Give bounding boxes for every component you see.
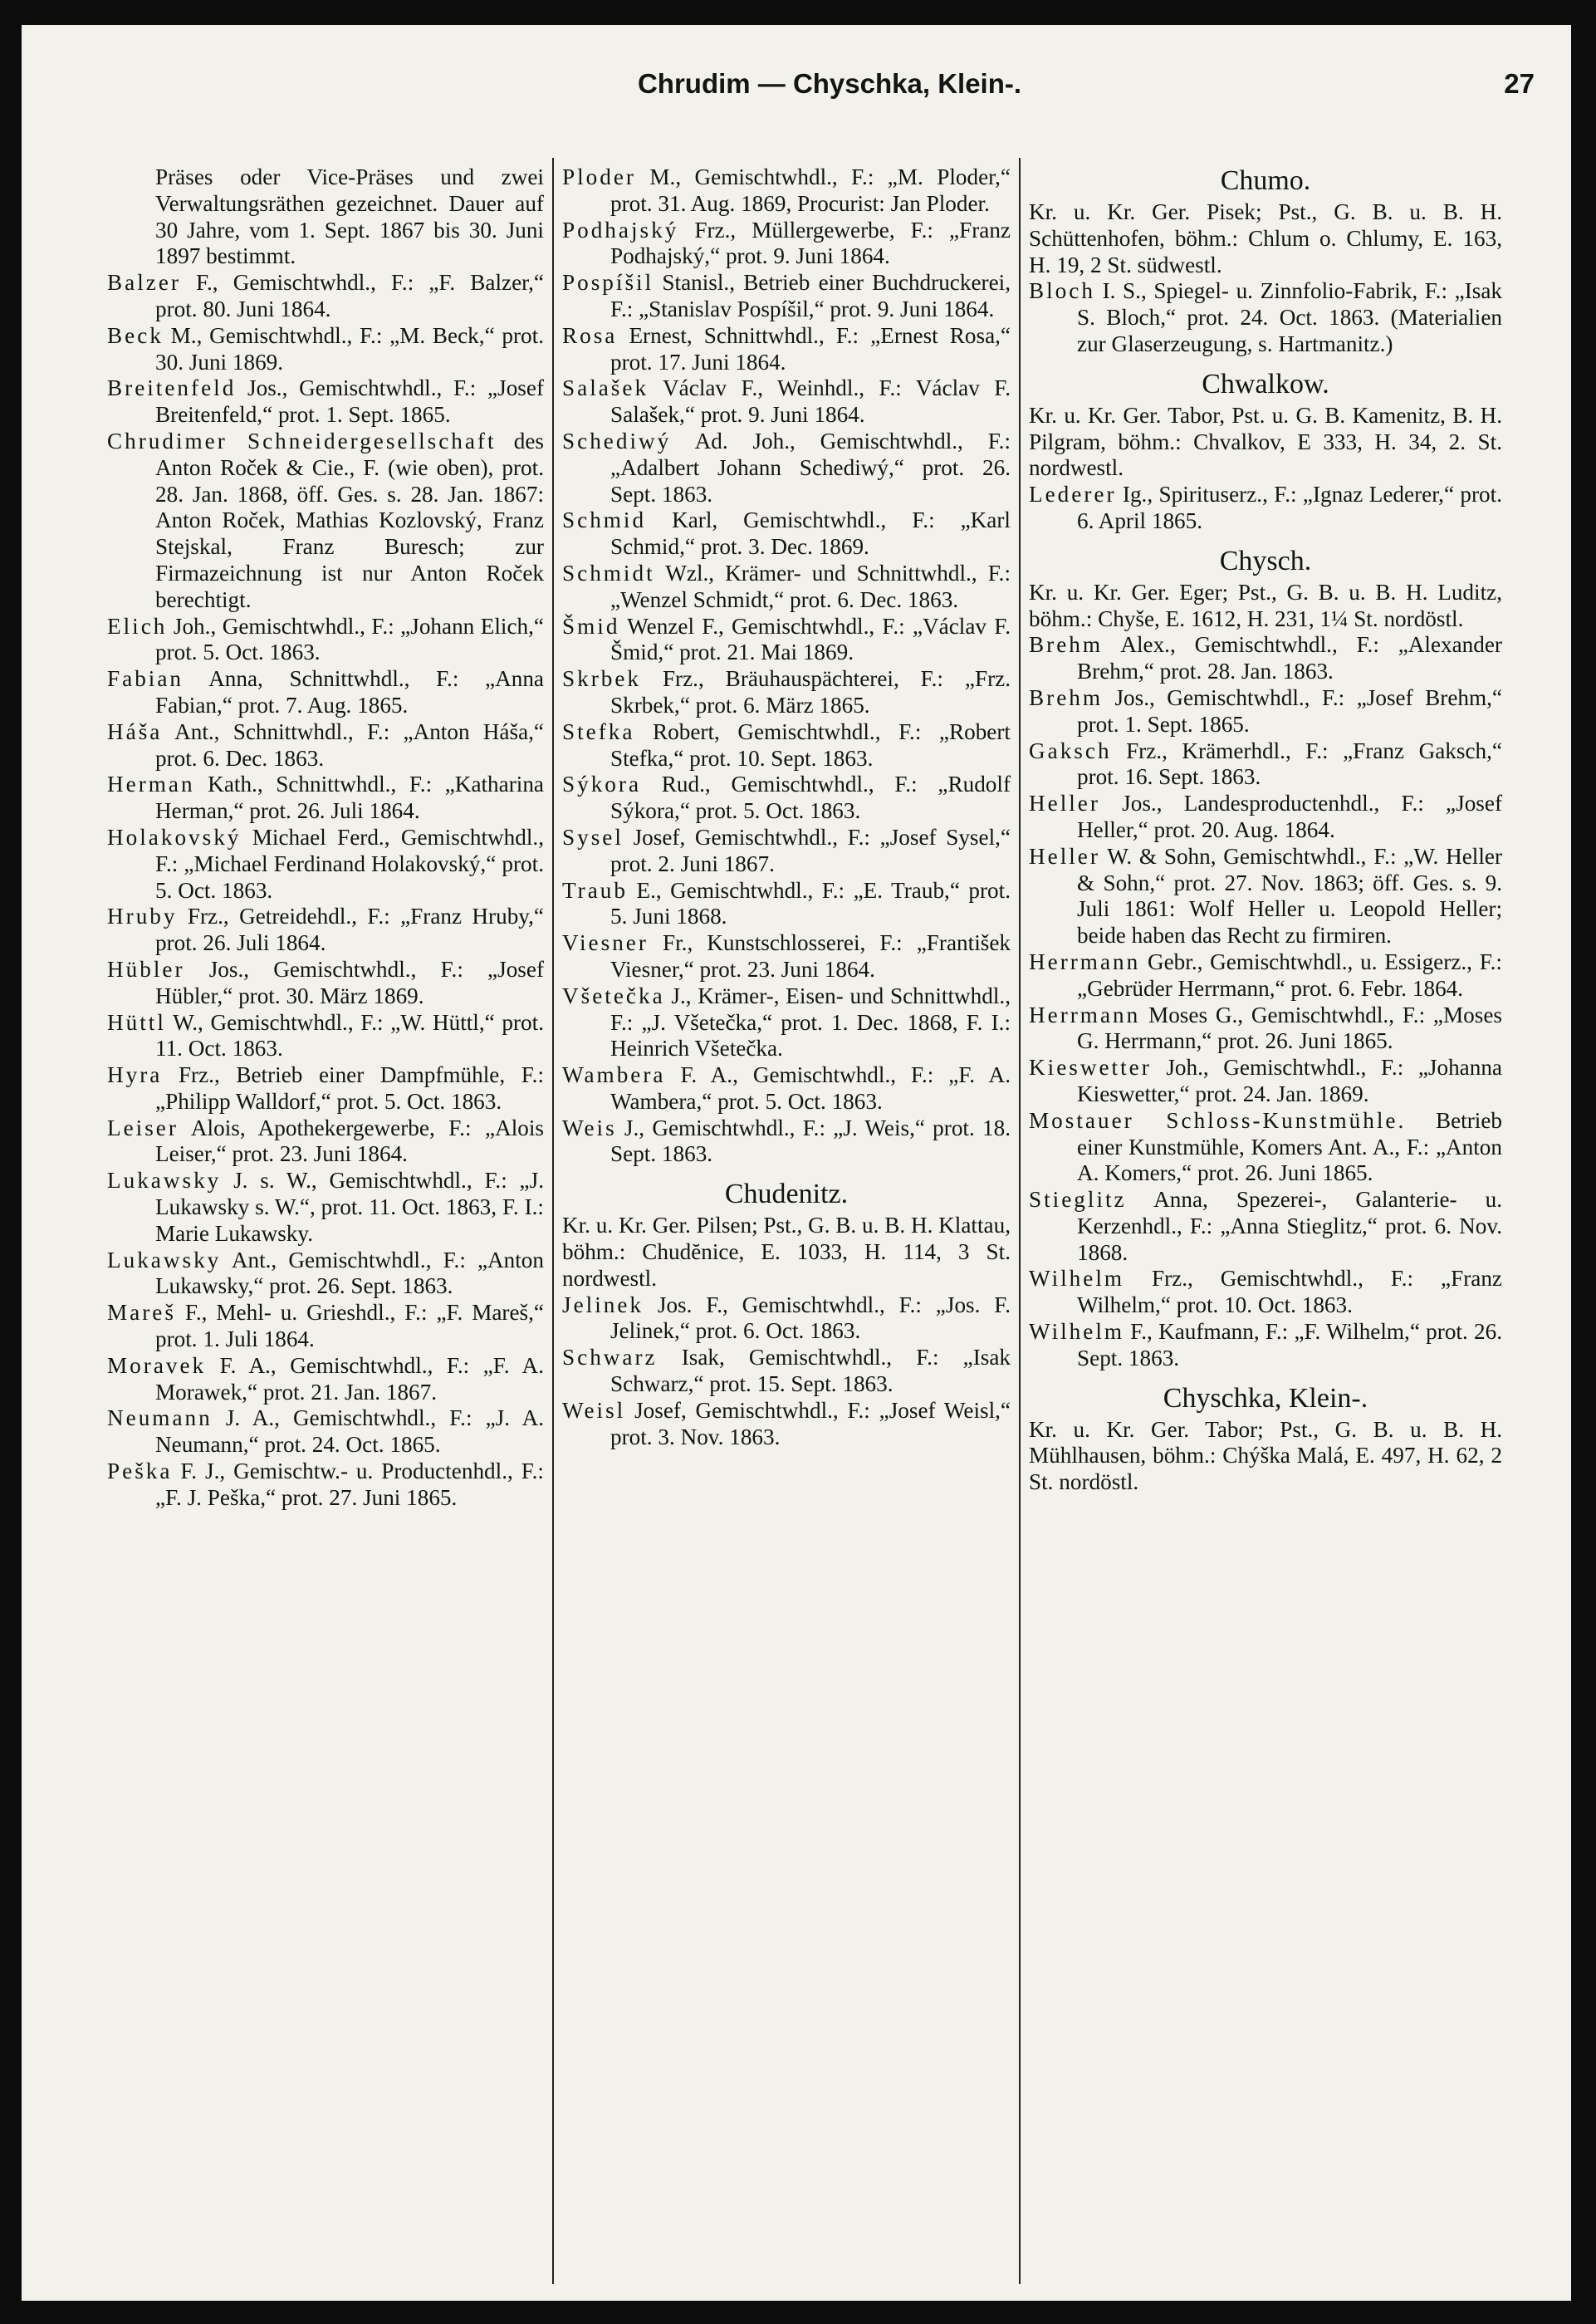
directory-entry [107, 957, 544, 1010]
entry-name: Neumann [107, 1405, 213, 1431]
entry-text: Frz., Krämerhdl., F.: „Franz Gaksch,“ prot. 16. Sept. 1863. [1077, 738, 1502, 790]
entry-text: Václav F., Weinhdl., F.: Václav F. Salašek,“ prot. 9. Juni 1864. [610, 375, 1011, 428]
entry-text: Robert, Gemischtwhdl., F.: „Robert Stefka,“ prot. 10. Sept. 1863. [610, 718, 1011, 771]
entry-name: Skrbek [562, 666, 642, 692]
entry-name: Schmid [562, 507, 647, 533]
entry-text: Wzl., Krämer- und Schnittwhdl., F.: „Wenzel Schmidt,“ prot. 6. Dec. 1863. [610, 560, 1011, 612]
entry-name: Hübler [107, 956, 185, 982]
entry-text: Fr., Kunstschlosserei, F.: „František Viesner,“ prot. 23. Juni 1864. [610, 930, 1011, 982]
directory-entry [562, 1292, 1011, 1346]
entry-name: Elich [107, 613, 168, 639]
entry-name: Heller [1029, 791, 1100, 816]
directory-entry [1029, 791, 1502, 844]
entry-text: Rud., Gemischtwhdl., F.: „Rudolf Sýkora,“ prot. 5. Oct. 1863. [610, 772, 1011, 824]
directory-entry [1029, 278, 1502, 357]
entry-text: Stanisl., Betrieb einer Buchdruckerei, F.: „Stanislav Pospíšil,“ prot. 9. Juni 1864. [610, 270, 1011, 321]
directory-entry [562, 375, 1011, 429]
entry-text: Frz., Bräuhauspächterei, F.: „Frz. Skrbek,“ prot. 6. März 1865. [610, 666, 1011, 718]
entry-name: Šmid [562, 613, 620, 639]
directory-entry [107, 1405, 544, 1459]
directory-entry [1029, 482, 1502, 535]
directory-entry [107, 666, 544, 719]
entry-text: Wenzel F., Gemischtwhdl., F.: „Václav F. Šmid,“ prot. 21. Mai 1869. [610, 613, 1011, 665]
entry-name: Heller [1029, 843, 1100, 869]
directory-entry [562, 719, 1011, 772]
entry-name: Všetečka [562, 983, 665, 1008]
entry-name: Jelinek [562, 1292, 644, 1317]
entry-name: Wilhelm [1029, 1319, 1125, 1345]
entry-text: Jos., Gemischtwhdl., F.: „Josef Breitenfeld,“ prot. 1. Sept. 1865. [155, 375, 544, 428]
column-left [107, 164, 544, 1512]
column-divider [1019, 158, 1021, 2284]
directory-entry [1029, 1187, 1502, 1266]
directory-entry [1029, 949, 1502, 1003]
directory-entry [1029, 1108, 1502, 1187]
entry-name: Mareš [107, 1300, 176, 1326]
column-middle [562, 164, 1011, 1450]
place-description: Kr. u. Kr. Ger. Eger; Pst., G. B. u. B. H. Luditz, böhm.: Chyše, E. 1612, H. 231, 1¼ St. nordöstl. [1029, 579, 1502, 631]
directory-entry [107, 323, 544, 376]
directory-entry [1029, 632, 1502, 685]
entry-name: Bloch [1029, 278, 1095, 304]
entry-text: F., Gemischtwhdl., F.: „F. Balzer,“ prot. 80. Juni 1864. [155, 270, 544, 321]
directory-entry [107, 1062, 544, 1115]
directory-entry [1029, 1266, 1502, 1319]
entry-name: Ploder [562, 164, 636, 189]
entry-name: Herrmann [1029, 949, 1141, 974]
place-heading: Chyschka, Klein-. [1163, 1382, 1368, 1414]
entry-name: Schediwý [562, 428, 672, 454]
entry-text: Frz., Müllergewerbe, F.: „Franz Podhajský,“ prot. 9. Juni 1864. [610, 217, 1011, 269]
entry-text: des Anton Roček & Cie., F. (wie oben), prot. 28. Jan. 1868, öff. Ges. s. 28. Jan. 1867: Anton Roček, Mathias Kozlovský, Franz Stejskal, Franz Buresch; zur Firmazeichnung ist nur Anton Roček berechtigt. [155, 428, 544, 612]
entry-name: Podhajský [562, 217, 679, 243]
directory-entry [562, 983, 1011, 1062]
entry-name: Schwarz [562, 1345, 658, 1370]
directory-entry [107, 904, 544, 957]
entry-name: Weisl [562, 1397, 626, 1423]
directory-entry [562, 218, 1011, 271]
entry-text: W., Gemischtwhdl., F.: „W. Hüttl,“ prot. 11. Oct. 1863. [155, 1009, 544, 1061]
directory-entry [562, 507, 1011, 561]
entry-name: Brehm [1029, 684, 1103, 710]
directory-entry [107, 270, 544, 323]
directory-entry [107, 719, 544, 772]
document-page [22, 25, 1571, 2301]
entry-text: J. s. W., Gemischtwhdl., F.: „J. Lukawsky s. W.“, prot. 11. Oct. 1863, F. I.: Marie Lukawsky. [155, 1168, 544, 1246]
entry-text: Karl, Gemischtwhdl., F.: „Karl Schmid,“ prot. 3. Dec. 1869. [610, 507, 1011, 560]
entry-text: F. J., Gemischtw.- u. Productenhdl., F.: „F. J. Peška,“ prot. 27. Juni 1865. [155, 1459, 544, 1510]
directory-entry [562, 1345, 1011, 1398]
place-heading: Chysch. [1219, 545, 1312, 576]
entry-name: Lukawsky [107, 1247, 222, 1272]
entry-text: F., Kaufmann, F.: „F. Wilhelm,“ prot. 26. Sept. 1863. [1077, 1319, 1502, 1370]
entry-name: Gaksch [1029, 738, 1112, 763]
place-description: Kr. u. Kr. Ger. Pisek; Pst., G. B. u. B. H. Schüttenhofen, böhm.: Chlum o. Chlumy, E. 163, H. 19, 2 St. südwestl. [1029, 199, 1502, 277]
entry-text: Ig., Spirituserz., F.: „Ignaz Lederer,“ prot. 6. April 1865. [1077, 482, 1502, 533]
place-description: Kr. u. Kr. Ger. Pilsen; Pst., G. B. u. B. H. Klattau, böhm.: Chudĕnice, E. 1033, H. 114, 3 St. nordwestl. [562, 1213, 1011, 1291]
entry-name: Breitenfeld [107, 375, 237, 401]
entry-name: Hruby [107, 904, 178, 929]
place-heading: Chumo. [1220, 165, 1311, 196]
entry-text: Anna, Schnittwhdl., F.: „Anna Fabian,“ prot. 7. Aug. 1865. [155, 666, 544, 718]
entry-text: Betrieb einer Kunstmühle, Komers Ant. A., F.: „Anton A. Komers,“ prot. 26. Juni 1865. [1077, 1107, 1502, 1186]
entry-text: Frz., Getreidehdl., F.: „Franz Hruby,“ prot. 26. Juli 1864. [155, 904, 544, 956]
entry-text: J. A., Gemischtwhdl., F.: „J. A. Neumann,“ prot. 24. Oct. 1865. [155, 1405, 544, 1458]
directory-entry [562, 164, 1011, 218]
directory-entry [562, 614, 1011, 667]
entry-text: Michael Ferd., Gemischtwhdl., F.: „Michael Ferdinand Holakovský,“ prot. 5. Oct. 1863. [155, 824, 544, 903]
entry-text: Ant., Gemischtwhdl., F.: „Anton Lukawsky,“ prot. 26. Sept. 1863. [155, 1247, 544, 1299]
entry-text: Jos., Gemischtwhdl., F.: „Josef Brehm,“ prot. 1. Sept. 1865. [1077, 684, 1502, 737]
entry-text: Jos., Gemischtwhdl., F.: „Josef Hübler,“ prot. 30. März 1869. [155, 956, 544, 1008]
directory-entry [1029, 1319, 1502, 1372]
entry-text: Joh., Gemischtwhdl., F.: „Johann Elich,“ prot. 5. Oct. 1863. [155, 613, 544, 665]
directory-entry [107, 772, 544, 825]
directory-entry [1029, 1055, 1502, 1108]
entry-name: Chrudimer Schneidergesellschaft [107, 428, 497, 454]
directory-entry [107, 1300, 544, 1353]
entry-text: E., Gemischtwhdl., F.: „E. Traub,“ prot. 5. Juni 1868. [610, 877, 1011, 929]
entry-name: Traub [562, 877, 628, 903]
entry-name: Lukawsky [107, 1168, 222, 1194]
entry-text: Gebr., Gemischtwhdl., u. Essigerz., F.: „Gebrüder Herrmann,“ prot. 6. Febr. 1864. [1077, 949, 1502, 1001]
entry-name: Beck [107, 322, 164, 348]
entry-name: Wambera [562, 1062, 666, 1088]
entry-text: Ad. Joh., Gemischtwhdl., F.: „Adalbert Johann Schediwý,“ prot. 26. Sept. 1863. [610, 428, 1011, 507]
entry-text: Alex., Gemischtwhdl., F.: „Alexander Brehm,“ prot. 28. Jan. 1863. [1077, 632, 1502, 684]
entry-text: Ant., Schnittwhdl., F.: „Anton Háša,“ prot. 6. Dec. 1863. [155, 718, 544, 771]
column-right [1029, 164, 1502, 1496]
entry-text: Frz., Betrieb einer Dampfmühle, F.: „Philipp Walldorf,“ prot. 5. Oct. 1863. [155, 1062, 544, 1114]
page-number: 27 [1504, 68, 1535, 99]
entry-name: Schmidt [562, 560, 655, 586]
entry-name: Pospíšil [562, 270, 654, 296]
entry-name: Herrmann [1029, 1002, 1141, 1027]
entry-name: Kieswetter [1029, 1055, 1152, 1081]
entry-name: Leiser [107, 1115, 179, 1140]
entry-continuation [107, 164, 544, 270]
directory-entry [1029, 844, 1502, 949]
entry-name: Hüttl [107, 1009, 166, 1035]
entry-text: Jos., Landesproductenhdl., F.: „Josef Heller,“ prot. 20. Aug. 1864. [1077, 791, 1502, 842]
entry-name: Stieglitz [1029, 1187, 1127, 1213]
entry-name: Lederer [1029, 482, 1117, 507]
entry-name: Moravek [107, 1352, 207, 1378]
directory-entry [562, 666, 1011, 719]
entry-name: Weis [562, 1115, 617, 1140]
directory-entry [562, 429, 1011, 507]
entry-text: J., Krämer-, Eisen- und Schnittwhdl., F.: „J. Všetečka,“ prot. 1. Dec. 1868, F. I.: Heinrich Všetečka. [610, 983, 1011, 1061]
page-header [22, 68, 1571, 110]
entry-name: Rosa [562, 322, 618, 348]
running-head: Chrudim — Chyschka, Klein-. [637, 68, 1022, 99]
directory-entry [562, 1398, 1011, 1451]
entry-name: Wilhelm [1029, 1266, 1125, 1292]
directory-entry [562, 561, 1011, 614]
entry-text: F. A., Gemischtwhdl., F.: „F. A. Wambera,“ prot. 5. Oct. 1863. [610, 1062, 1011, 1114]
entry-name: Sysel [562, 824, 624, 850]
entry-text: F. A., Gemischtwhdl., F.: „F. A. Morawek,“ prot. 21. Jan. 1867. [155, 1352, 544, 1405]
directory-entry [562, 930, 1011, 983]
entry-name: Peška [107, 1459, 173, 1484]
entry-text: Ernest, Schnittwhdl., F.: „Ernest Rosa,“ prot. 17. Juni 1864. [610, 322, 1011, 375]
directory-entry [107, 1248, 544, 1301]
directory-entry [107, 614, 544, 667]
directory-entry [107, 429, 544, 614]
directory-entry [107, 1115, 544, 1169]
entry-text: F., Mehl- u. Grieshdl., F.: „F. Mareš,“ prot. 1. Juli 1864. [155, 1300, 544, 1352]
entry-text: I. S., Spiegel- u. Zinnfolio-Fabrik, F.: „Isak S. Bloch,“ prot. 24. Oct. 1863. (Materialien zur Glaserzeugung, s. Hartmanitz.) [1077, 278, 1502, 356]
entry-text: Joh., Gemischtwhdl., F.: „Johanna Kieswetter,“ prot. 24. Jan. 1869. [1077, 1055, 1502, 1106]
entry-text: J., Gemischtwhdl., F.: „J. Weis,“ prot. 18. Sept. 1863. [610, 1115, 1011, 1167]
entry-text: Josef, Gemischtwhdl., F.: „Josef Weisl,“ prot. 3. Nov. 1863. [610, 1397, 1011, 1449]
directory-entry [562, 825, 1011, 878]
entry-name: Háša [107, 718, 163, 744]
column-divider [552, 158, 554, 2284]
directory-entry [107, 1010, 544, 1063]
entry-name: Herman [107, 772, 195, 797]
entry-name: Viesner [562, 930, 649, 956]
entry-name: Mostauer Schloss-Kunstmühle. [1029, 1107, 1407, 1133]
place-description: Kr. u. Kr. Ger. Tabor; Pst., G. B. u. B. H. Mühlhausen, böhm.: Chýška Malá, E. 497, H. 62, 2 St. nordöstl. [1029, 1416, 1502, 1495]
directory-entry [562, 1115, 1011, 1169]
place-heading: Chwalkow. [1202, 368, 1329, 400]
entry-text: Anna, Spezerei-, Galanterie- u. Kerzenhdl., F.: „Anna Stieglitz,“ prot. 6. Nov. 1868. [1077, 1187, 1502, 1265]
directory-entry [562, 270, 1011, 323]
entry-name: Brehm [1029, 632, 1103, 658]
directory-entry [562, 878, 1011, 931]
entry-name: Salašek [562, 375, 649, 401]
entry-text: Isak, Gemischtwhdl., F.: „Isak Schwarz,“ prot. 15. Sept. 1863. [610, 1345, 1011, 1397]
entry-text: M., Gemischtwhdl., F.: „M. Ploder,“ prot. 31. Aug. 1869, Procurist: Jan Ploder. [610, 164, 1011, 216]
entry-name: Stefka [562, 718, 635, 744]
directory-entry [1029, 738, 1502, 792]
directory-entry [107, 375, 544, 429]
entry-name: Holakovský [107, 824, 242, 850]
directory-entry [1029, 685, 1502, 738]
place-description: Kr. u. Kr. Ger. Tabor, Pst. u. G. B. Kamenitz, B. H. Pilgram, böhm.: Chvalkov, E 333, H. 34, 2. St. nordwestl. [1029, 402, 1502, 481]
directory-entry [107, 1168, 544, 1247]
entry-text: Frz., Gemischtwhdl., F.: „Franz Wilhelm,“ prot. 10. Oct. 1863. [1077, 1266, 1502, 1318]
entry-text: Josef, Gemischtwhdl., F.: „Josef Sysel,“ prot. 2. Juni 1867. [610, 824, 1011, 876]
directory-entry [562, 772, 1011, 825]
directory-entry [107, 1353, 544, 1406]
entry-text: M., Gemischtwhdl., F.: „M. Beck,“ prot. 30. Juni 1869. [155, 322, 544, 375]
directory-entry [1029, 1003, 1502, 1056]
entry-name: Sýkora [562, 772, 642, 797]
entry-name: Fabian [107, 666, 184, 692]
entry-text: Präses oder Vice-Präses und zwei Verwaltungsräthen gezeichnet. Dauer auf 30 Jahre, vom 1. Sept. 1867 bis 30. Juni 1897 bestimmt. [155, 164, 544, 269]
entry-name: Hyra [107, 1062, 163, 1088]
entry-text: W. & Sohn, Gemischtwhdl., F.: „W. Heller & Sohn,“ prot. 27. Nov. 1863; öff. Ges. s. 9. Juli 1861: Wolf Heller u. Leopold Heller; beide haben das Recht zu firmiren. [1077, 843, 1502, 949]
entry-text: Moses G., Gemischtwhdl., F.: „Moses G. Herrmann,“ prot. 26. Juni 1865. [1077, 1002, 1502, 1054]
directory-entry [562, 323, 1011, 376]
directory-entry [562, 1062, 1011, 1115]
entry-text: Jos. F., Gemischtwhdl., F.: „Jos. F. Jelinek,“ prot. 6. Oct. 1863. [610, 1292, 1011, 1344]
place-heading: Chudenitz. [724, 1179, 849, 1210]
entry-text: Kath., Schnittwhdl., F.: „Katharina Herman,“ prot. 26. Juli 1864. [155, 772, 544, 824]
entry-name: Balzer [107, 270, 181, 296]
entry-text: Alois, Apothekergewerbe, F.: „Alois Leiser,“ prot. 23. Juni 1864. [155, 1115, 544, 1167]
directory-entry [107, 1459, 544, 1512]
directory-entry [107, 825, 544, 904]
